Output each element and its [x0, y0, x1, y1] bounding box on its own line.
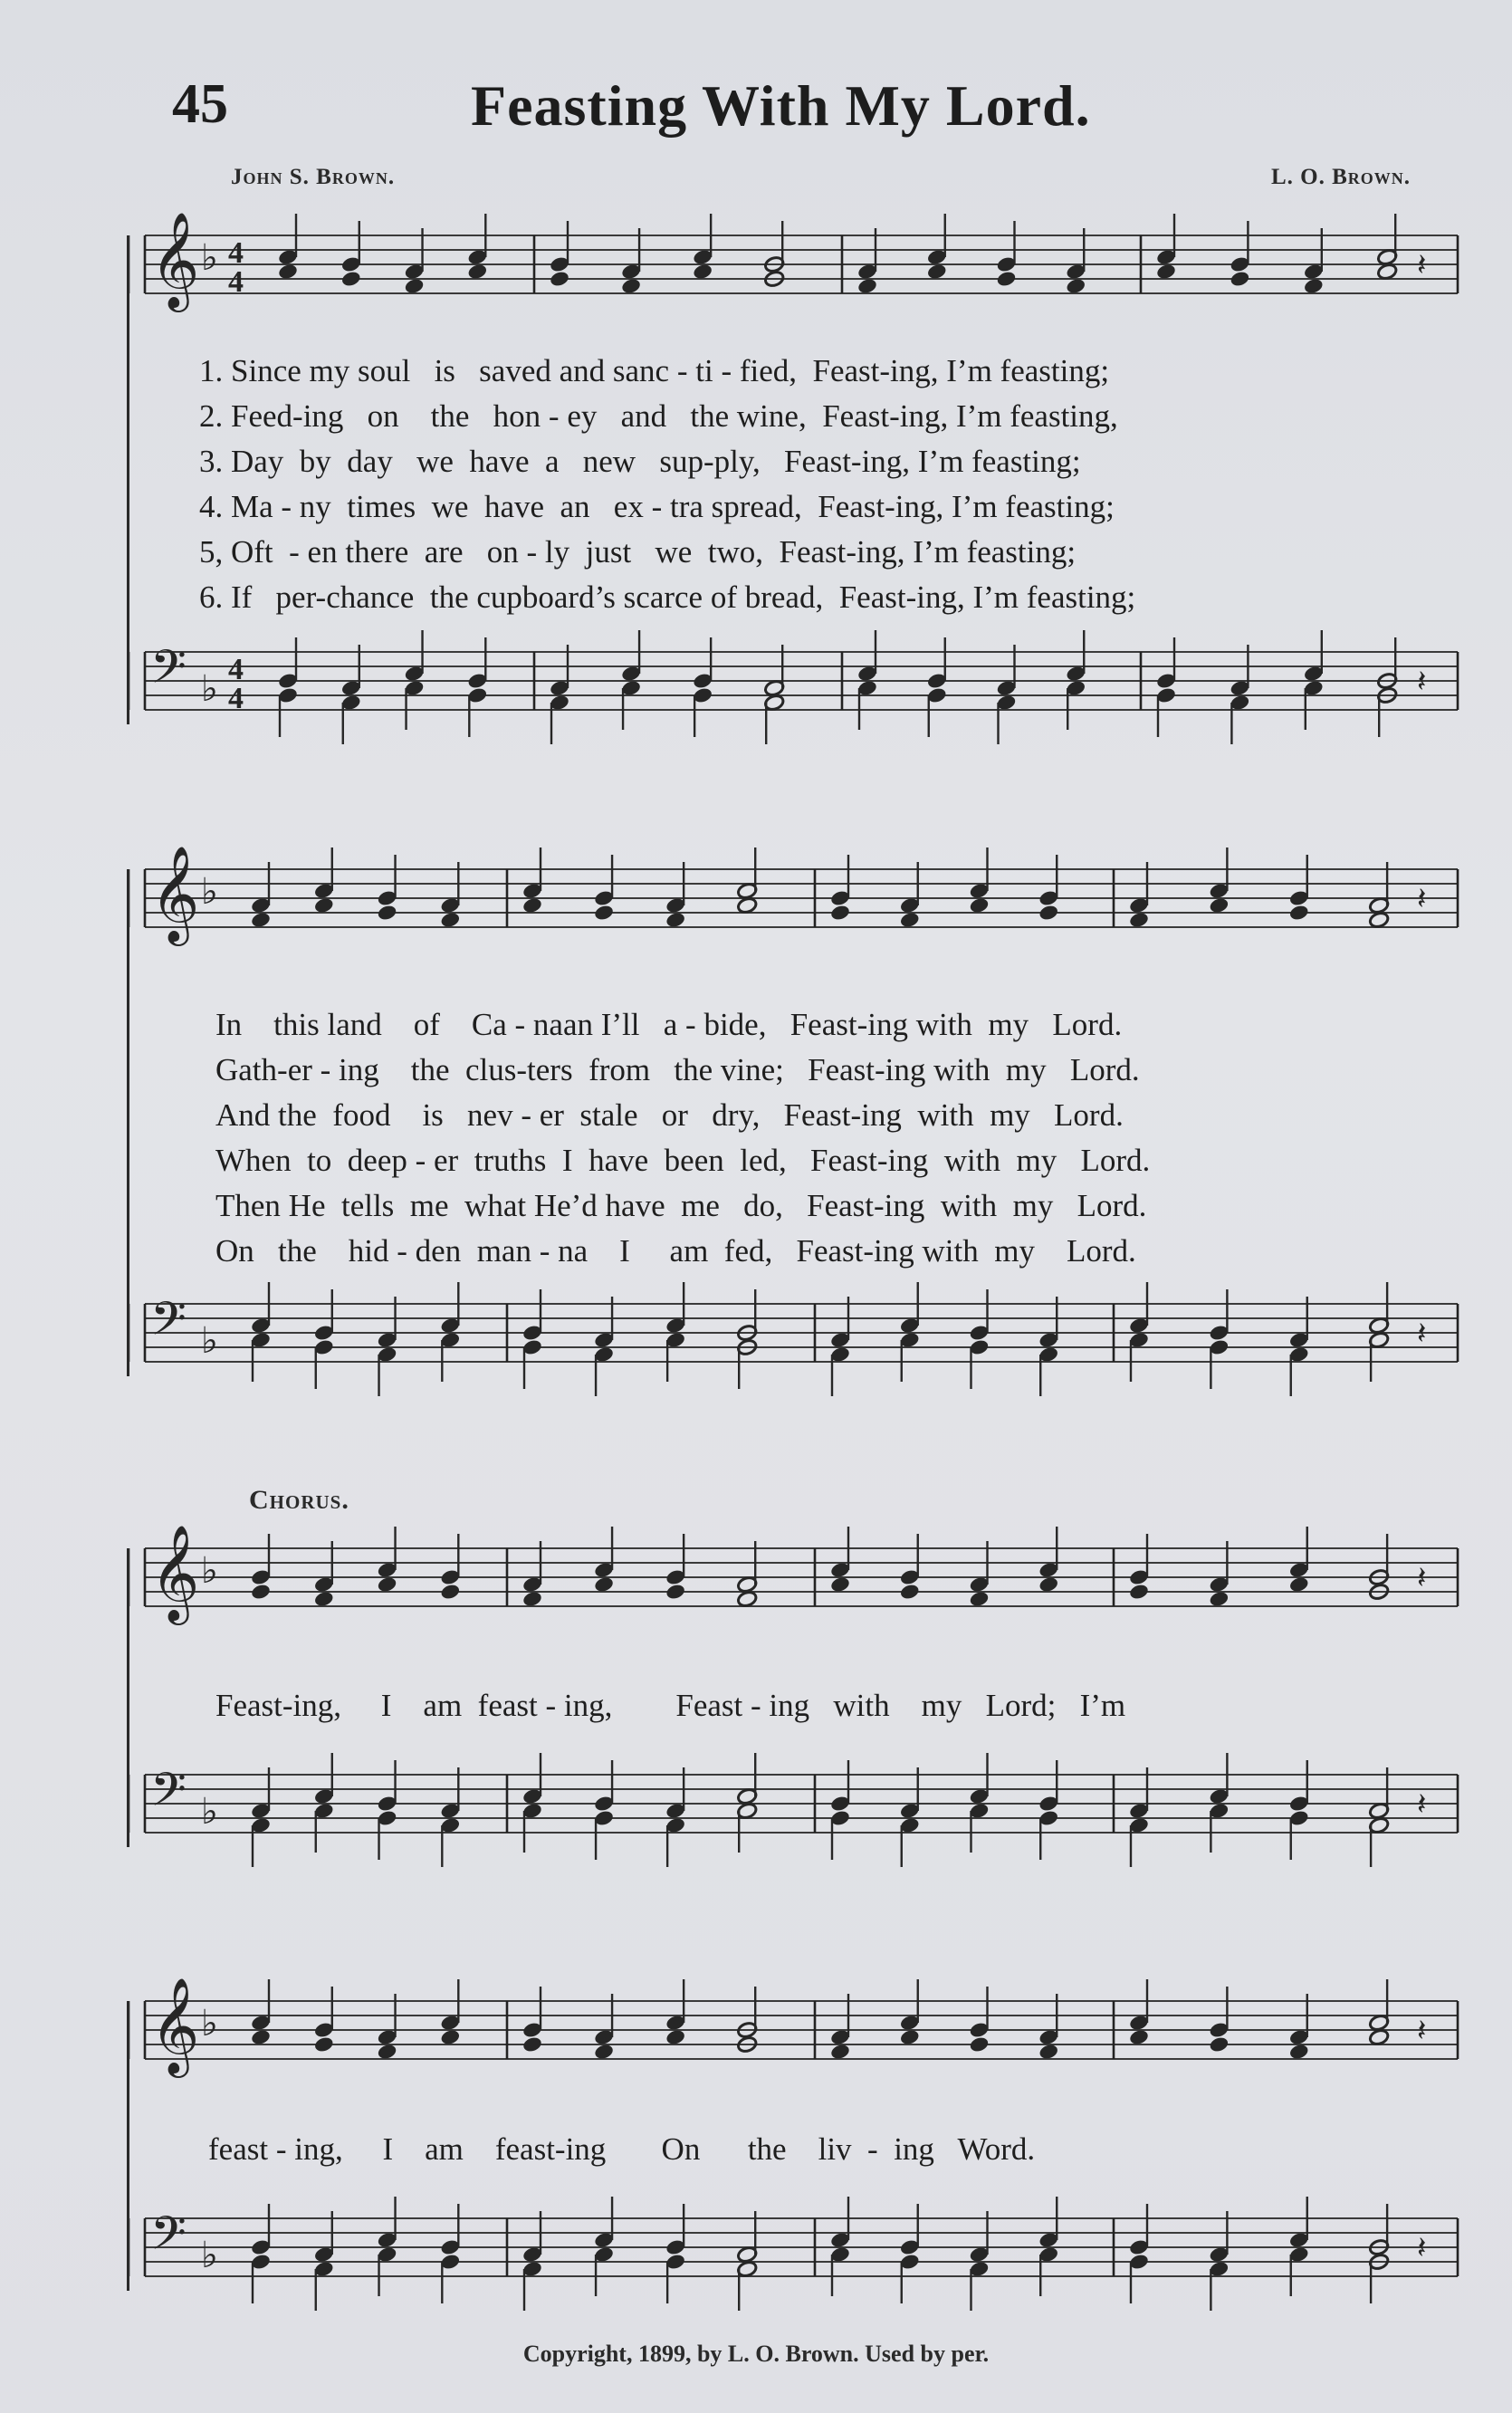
note-head-icon [377, 1575, 398, 1594]
note-head-icon [250, 911, 272, 929]
note-head-icon [1230, 270, 1251, 288]
staff-system-2-treble [0, 845, 1512, 978]
system-bracket [127, 235, 129, 724]
note-head-icon [593, 1575, 615, 1594]
note-head-icon [829, 1575, 851, 1594]
note-head-icon [1065, 277, 1086, 295]
note-head-icon [1288, 904, 1310, 922]
note-head-icon [1368, 2028, 1390, 2046]
system-bracket [127, 869, 129, 1376]
composer-credit: L. O. Brown. [1270, 165, 1411, 189]
staff-system-1-bass [0, 634, 1512, 761]
note-head-icon [377, 904, 398, 922]
rest-icon: 𝄽 [1417, 1316, 1427, 1352]
note-head-icon [665, 911, 686, 929]
note-head-icon [969, 2035, 990, 2054]
flat-icon: ♭ [201, 2235, 218, 2276]
note-head-icon [1038, 1575, 1059, 1594]
flat-icon: ♭ [201, 1791, 218, 1833]
flat-icon: ♭ [201, 668, 218, 710]
note-head-icon [277, 263, 299, 281]
system-bracket [127, 2001, 129, 2291]
bass-clef-icon: 𝄢 [150, 2206, 187, 2272]
staff-system-3-treble [0, 1524, 1512, 1657]
note-head-icon [969, 1590, 990, 1608]
note-head-icon [1376, 263, 1398, 281]
note-head-icon [665, 2028, 686, 2046]
note-head-icon [404, 277, 426, 295]
note-head-icon [926, 263, 948, 281]
staff-system-4-bass [0, 2200, 1512, 2327]
verse-6-first-half: 6. If per-chance the cupboard’s scarce of bread, Feast-ing, I’m feasting; [199, 579, 1136, 615]
note-head-icon [549, 270, 570, 288]
note-head-icon [440, 1583, 462, 1601]
time-signature-icon: 4 [228, 236, 244, 270]
rest-icon: 𝄽 [1417, 1786, 1427, 1823]
note-head-icon [899, 2028, 921, 2046]
note-head-icon [829, 904, 851, 922]
treble-clef-icon: 𝄞 [150, 845, 200, 942]
staff-system-1-treble [0, 211, 1512, 344]
bass-clef-icon: 𝄢 [150, 1291, 187, 1357]
note-head-icon [377, 2043, 398, 2061]
note-head-icon [1288, 2043, 1310, 2061]
note-head-icon [250, 2028, 272, 2046]
author-credit: John S. Brown. [231, 165, 396, 189]
note-head-icon [692, 263, 713, 281]
note-head-icon [1128, 2028, 1150, 2046]
note-head-icon [1038, 904, 1059, 922]
note-head-icon [1128, 1583, 1150, 1601]
note-head-icon [1368, 911, 1390, 929]
note-head-icon [522, 1590, 543, 1608]
verse-3-second-half: And the food is nev - er stale or dry, Feast-ing with my Lord. [215, 1097, 1124, 1133]
rest-icon: 𝄽 [1417, 1560, 1427, 1596]
note-head-icon [969, 896, 990, 914]
note-head-icon [1303, 277, 1325, 295]
verse-2-second-half: Gath-er - ing the clus-ters from the vine; Feast-ing with my Lord. [215, 1052, 1140, 1087]
flat-icon: ♭ [201, 237, 218, 279]
system-bracket [127, 1548, 129, 1847]
note-head-icon [313, 896, 335, 914]
rest-icon: 𝄽 [1417, 2230, 1427, 2266]
hymn-number: 45 [172, 73, 228, 135]
rest-icon: 𝄽 [1417, 664, 1427, 700]
hymn-title: Feasting With My Lord. [471, 73, 1091, 138]
note-head-icon [313, 2035, 335, 2054]
note-head-icon [522, 896, 543, 914]
note-head-icon [620, 277, 642, 295]
note-head-icon [1155, 263, 1177, 281]
time-signature-icon: 4 [228, 682, 244, 715]
note-head-icon [313, 1590, 335, 1608]
copyright-notice: Copyright, 1899, by L. O. Brown. Used by per. [522, 2341, 990, 2367]
note-head-icon [736, 1590, 758, 1608]
verse-5-first-half: 5, Oft - en there are on - ly just we two, Feast-ing, I’m feasting; [199, 534, 1077, 570]
time-signature-icon: 4 [228, 653, 244, 686]
note-head-icon [996, 270, 1018, 288]
note-head-icon [665, 1583, 686, 1601]
note-head-icon [1288, 1575, 1310, 1594]
bass-clef-icon: 𝄢 [150, 639, 187, 705]
treble-clef-icon: 𝄞 [150, 211, 200, 308]
rest-icon: 𝄽 [1417, 247, 1427, 283]
verse-1-first-half: 1. Since my soul is saved and sanc - ti - fied, Feast-ing, I’m feasting; [199, 353, 1110, 388]
chorus-label: Chorus. [249, 1485, 349, 1515]
note-head-icon [340, 270, 362, 288]
verse-4-second-half: When to deep - er truths I have been led, Feast-ing with my Lord. [215, 1143, 1151, 1178]
verse-5-second-half: Then He tells me what He’d have me do, Feast-ing with my Lord. [215, 1188, 1147, 1223]
time-signature-icon: 4 [228, 265, 244, 299]
note-head-icon [1209, 2035, 1230, 2054]
note-head-icon [899, 1583, 921, 1601]
note-head-icon [1209, 1590, 1230, 1608]
verse-1-second-half: In this land of Ca - naan I’ll a - bide, Feast-ing with my Lord. [215, 1007, 1123, 1042]
bass-clef-icon: 𝄢 [150, 1762, 187, 1828]
note-head-icon [1128, 911, 1150, 929]
treble-clef-icon: 𝄞 [150, 1524, 200, 1621]
note-head-icon [829, 2043, 851, 2061]
flat-icon: ♭ [201, 871, 218, 913]
note-head-icon [440, 2028, 462, 2046]
verse-3-first-half: 3. Day by day we have a new sup-ply, Feast-ing, I’m feasting; [199, 444, 1081, 479]
note-head-icon [736, 896, 758, 914]
flat-icon: ♭ [201, 1320, 218, 1362]
note-head-icon [593, 2043, 615, 2061]
note-head-icon [250, 1583, 272, 1601]
verse-6-second-half: On the hid - den man - na I am fed, Feast-ing with my Lord. [215, 1233, 1136, 1269]
rest-icon: 𝄽 [1417, 2013, 1427, 2049]
staff-system-4-treble [0, 1977, 1512, 2110]
flat-icon: ♭ [201, 2003, 218, 2044]
note-head-icon [899, 911, 921, 929]
verse-2-first-half: 2. Feed-ing on the hon - ey and the wine, Feast-ing, I’m feasting, [199, 398, 1118, 434]
rest-icon: 𝄽 [1417, 881, 1427, 917]
note-head-icon [1038, 2043, 1059, 2061]
note-head-icon [593, 904, 615, 922]
note-head-icon [522, 2035, 543, 2054]
treble-clef-icon: 𝄞 [150, 1977, 200, 2073]
verse-4-first-half: 4. Ma - ny times we have an ex - tra spread, Feast-ing, I’m feasting; [199, 489, 1115, 524]
staff-system-2-bass [0, 1286, 1512, 1412]
flat-icon: ♭ [201, 1550, 218, 1592]
note-head-icon [856, 277, 878, 295]
chorus-line-2: feast - ing, I am feast-ing On the liv - ing Word. [208, 2131, 1036, 2167]
chorus-line-1: Feast-ing, I am feast - ing, Feast - ing with my Lord; I’m [215, 1688, 1126, 1723]
note-head-icon [467, 263, 489, 281]
staff-system-3-bass [0, 1757, 1512, 1883]
note-head-icon [1209, 896, 1230, 914]
note-head-icon [440, 911, 462, 929]
